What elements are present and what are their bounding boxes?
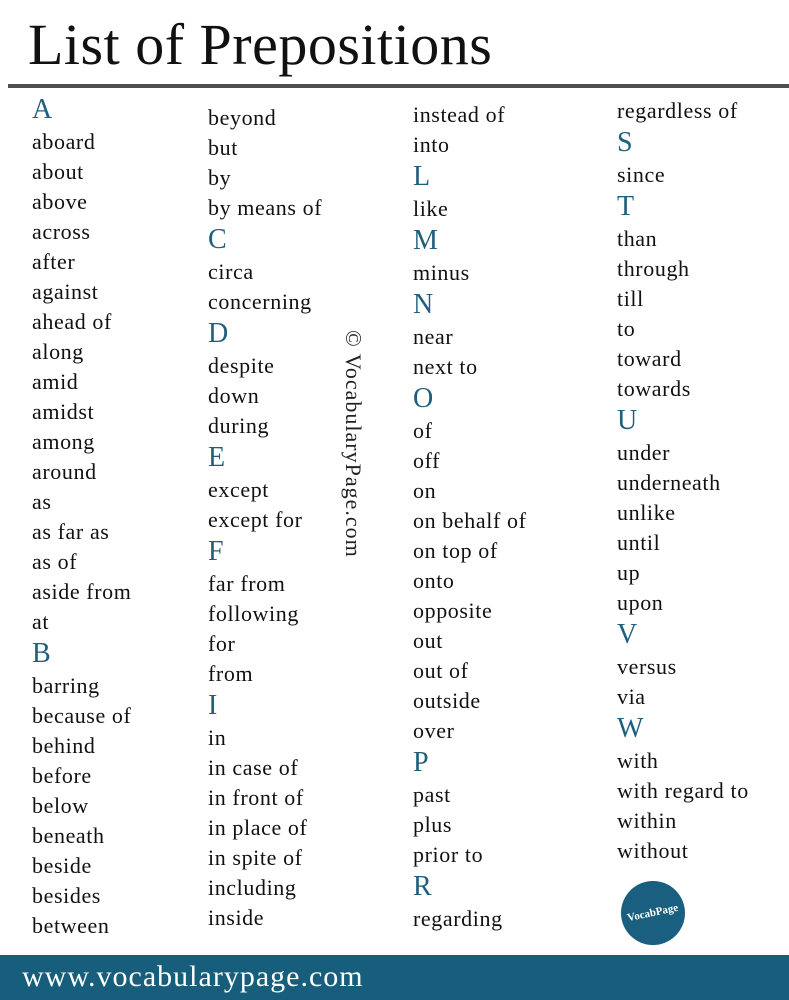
preposition-item: across (32, 219, 91, 244)
preposition-item: as of (32, 549, 78, 574)
preposition-item: under (617, 440, 671, 465)
letter-heading: P (413, 747, 430, 778)
preposition-item: with regard to (617, 778, 749, 803)
letter-heading: F (208, 536, 225, 567)
letter-heading: L (413, 161, 431, 192)
preposition-item: on behalf of (413, 508, 527, 533)
preposition-item: underneath (617, 470, 721, 495)
preposition-item: regarding (413, 906, 503, 931)
preposition-item: in (208, 725, 227, 750)
preposition-item: since (617, 162, 666, 187)
preposition-item: except for (208, 507, 303, 532)
preposition-item: on (413, 478, 437, 503)
letter-heading: M (413, 225, 439, 256)
preposition-item: near (413, 324, 454, 349)
preposition-item: upon (617, 590, 664, 615)
preposition-item: beyond (208, 105, 277, 130)
preposition-item: barring (32, 673, 100, 698)
preposition-item: up (617, 560, 641, 585)
letter-heading: B (32, 638, 52, 669)
preposition-item: in front of (208, 785, 304, 810)
preposition-item: to (617, 316, 636, 341)
preposition-item: after (32, 249, 76, 274)
preposition-item: without (617, 838, 689, 863)
preposition-item: until (617, 530, 661, 555)
preposition-item: of (413, 418, 433, 443)
preposition-item: past (413, 782, 451, 807)
preposition-item: versus (617, 654, 677, 679)
preposition-item: next to (413, 354, 478, 379)
letter-heading: C (208, 224, 228, 255)
copyright-watermark: © VocabularyPage.com (341, 330, 366, 558)
vocabpage-logo (621, 881, 685, 945)
preposition-item: from (208, 661, 254, 686)
preposition-item: towards (617, 376, 691, 401)
preposition-item: minus (413, 260, 470, 285)
column-2 (208, 103, 322, 933)
footer-bar (0, 955, 789, 1000)
preposition-item: till (617, 286, 644, 311)
footer-url-link[interactable]: www.vocabularypage.com (22, 960, 364, 993)
preposition-item: than (617, 226, 658, 251)
preposition-item: over (413, 718, 455, 743)
preposition-item: prior to (413, 842, 484, 867)
preposition-item: unlike (617, 500, 676, 525)
preposition-item: including (208, 875, 297, 900)
preposition-item: but (208, 135, 238, 160)
logo-text: VocabPage (626, 901, 680, 925)
preposition-item: amid (32, 369, 79, 394)
preposition-item: into (413, 132, 450, 157)
preposition-item: like (413, 196, 449, 221)
letter-heading: E (208, 442, 226, 473)
preposition-item: opposite (413, 598, 493, 623)
preposition-item: plus (413, 812, 453, 837)
letter-heading: A (32, 94, 53, 125)
preposition-item: among (32, 429, 95, 454)
preposition-item: through (617, 256, 690, 281)
preposition-item: instead of (413, 102, 506, 127)
preposition-item: beneath (32, 823, 105, 848)
preposition-item: concerning (208, 289, 312, 314)
preposition-item: despite (208, 353, 275, 378)
preposition-item: following (208, 601, 299, 626)
preposition-item: in spite of (208, 845, 303, 870)
preposition-item: besides (32, 883, 101, 908)
letter-heading: U (617, 405, 638, 436)
preposition-item: with (617, 748, 659, 773)
preposition-item: toward (617, 346, 682, 371)
preposition-item: ahead of (32, 309, 112, 334)
preposition-item: below (32, 793, 89, 818)
preposition-item: aboard (32, 129, 96, 154)
preposition-item: far from (208, 571, 286, 596)
letter-heading: V (617, 619, 638, 650)
column-3 (413, 100, 527, 934)
preposition-item: by means of (208, 195, 323, 220)
preposition-item: out (413, 628, 443, 653)
preposition-item: circa (208, 259, 254, 284)
preposition-item: amidst (32, 399, 95, 424)
letter-heading: T (617, 191, 635, 222)
preposition-item: beside (32, 853, 92, 878)
preposition-item: as far as (32, 519, 110, 544)
column-1 (32, 93, 131, 941)
preposition-item: about (32, 159, 84, 184)
letter-heading: O (413, 383, 434, 414)
preposition-item: at (32, 609, 50, 634)
preposition-item: as (32, 489, 52, 514)
preposition-item: on top of (413, 538, 498, 563)
preposition-item: because of (32, 703, 132, 728)
preposition-item: onto (413, 568, 455, 593)
preposition-item: behind (32, 733, 96, 758)
letter-heading: W (617, 713, 645, 744)
title-divider (8, 84, 789, 88)
preposition-item: aside from (32, 579, 132, 604)
letter-heading: N (413, 289, 434, 320)
preposition-item: above (32, 189, 88, 214)
preposition-item: between (32, 913, 110, 938)
letter-heading: D (208, 318, 229, 349)
letter-heading: I (208, 690, 218, 721)
preposition-item: out of (413, 658, 469, 683)
preposition-item: around (32, 459, 97, 484)
preposition-item: before (32, 763, 92, 788)
preposition-item: for (208, 631, 236, 656)
preposition-item: within (617, 808, 677, 833)
preposition-item: outside (413, 688, 481, 713)
preposition-item: during (208, 413, 270, 438)
page-title: List of Prepositions (28, 12, 493, 77)
preposition-item: by (208, 165, 232, 190)
letter-heading: R (413, 871, 433, 902)
preposition-item: regardless of (617, 98, 738, 123)
preposition-item: down (208, 383, 260, 408)
preposition-item: inside (208, 905, 265, 930)
preposition-item: in place of (208, 815, 308, 840)
preposition-item: in case of (208, 755, 299, 780)
preposition-item: except (208, 477, 270, 502)
preposition-item: against (32, 279, 99, 304)
preposition-item: via (617, 684, 646, 709)
preposition-item: along (32, 339, 84, 364)
letter-heading: S (617, 127, 634, 158)
preposition-item: off (413, 448, 441, 473)
column-4 (617, 96, 749, 866)
